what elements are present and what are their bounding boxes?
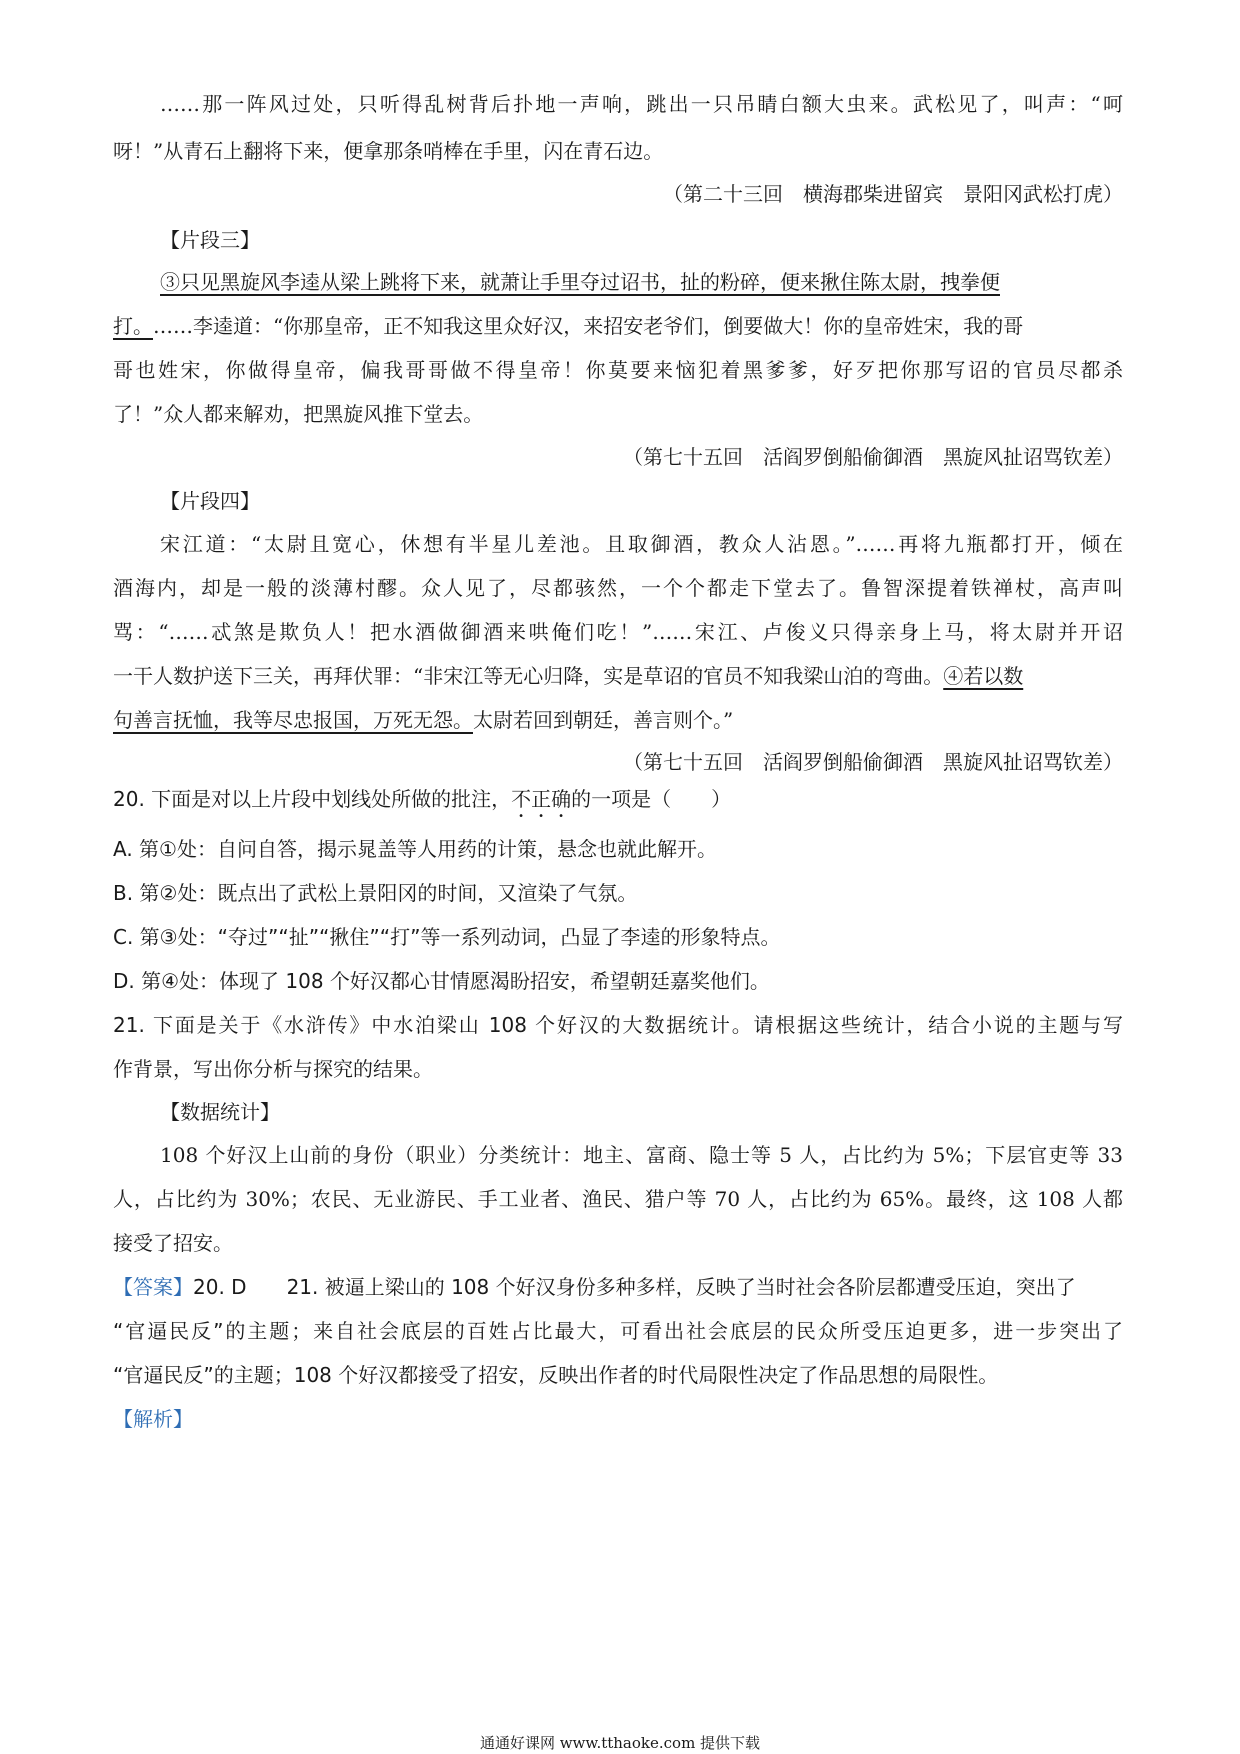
fragment3-line-3: 哥也姓宋，你做得皇帝，偏我哥哥做不得皇帝！你莫要来恼犯着黑爹爹，好歹把你那写诏的官员尽都杀: [113, 358, 1123, 382]
fragment4-line-4-underlined: ④若以数: [943, 664, 1024, 688]
fragment4-line-3: 骂：“……忒煞是欺负人！把水酒做御酒来哄俺们吃！”……宋江、卢俊义只得亲身上马，将太尉并开诏: [113, 620, 1123, 644]
answer-line-3: “官逼民反”的主题；108 个好汉都接受了招安，反映出作者的时代局限性决定了作品思想的局限性。: [113, 1363, 999, 1387]
q21-data-heading: 【数据统计】: [160, 1100, 280, 1124]
fragment3-line-2-rest: ……李逵道：“你那皇帝，正不知我这里众好汉，来招安老爷们，倒要做大！你的皇帝姓宋，我的哥: [153, 314, 1024, 338]
fragment3-line-1: ③只见黑旋风李逵从梁上跳将下来，就萧让手里夺过诏书，扯的粉碎，便来揪住陈太尉，拽拳便: [160, 270, 1000, 294]
q21-stat-line-2: 人，占比约为 30%；农民、无业游民、手工业者、渔民、猎户等 70 人，占比约为 65%。最终，这 108 人都: [113, 1187, 1123, 1211]
analysis-tag: 【解析】: [113, 1407, 193, 1431]
fragment4-line-1: 宋江道：“太尉且宽心，休想有半星儿差池。且取御酒，教众人沾恩。”……再将九瓶都打开，倾在: [160, 532, 1123, 556]
q21-stat-line-3: 接受了招安。: [113, 1231, 233, 1255]
fragment4-line-2: 酒海内，却是一般的淡薄村醪。众人见了，尽都骇然，一个个都走下堂去了。鲁智深提着铁禅杖，高声叫: [113, 576, 1123, 600]
answer-line-2: “官逼民反”的主题；来自社会底层的百姓占比最大，可看出社会底层的民众所受压迫更多，进一步突出了: [113, 1319, 1123, 1343]
answer-tag: 【答案】: [113, 1275, 193, 1299]
answer-line-1: [113, 1273, 1123, 1301]
fragment4-source: （第七十五回 活阎罗倒船偷御酒 黑旋风扯诏骂钦差）: [623, 750, 1123, 774]
q20-stem: [113, 785, 1123, 822]
q21-line-2: 作背景，写出你分析与探究的结果。: [113, 1057, 433, 1081]
q20-stem-b: 的一项是（ ）: [571, 787, 732, 811]
fragment4-line-5-underlined: 句善言抚恤，我等尽忠报国，万死无怨。: [113, 708, 473, 732]
fragment4-heading: 【片段四】: [160, 489, 260, 513]
fragment3-heading: 【片段三】: [160, 228, 260, 252]
fragment3-line-4: 了！”众人都来解劝，把黑旋风推下堂去。: [113, 402, 484, 426]
q20-option-c: C. 第③处：“夺过”“扯”“揪住”“打”等一系列动词，凸显了李逵的形象特点。: [113, 925, 781, 949]
fragment4-line-5: [113, 706, 1123, 734]
fragment4-line-4-plain: 一干人数护送下三关，再拜伏罪：“非宋江等无心归降，实是草诏的官员不知我梁山泊的弯曲。: [113, 664, 944, 688]
fragment3-line-2: [113, 312, 1123, 340]
fragment3-source: （第七十五回 活阎罗倒船偷御酒 黑旋风扯诏骂钦差）: [623, 445, 1123, 469]
q21-line-1: 21. 下面是关于《水浒传》中水泊梁山 108 个好汉的大数据统计。请根据这些统计，结合小说的主题与写: [113, 1013, 1123, 1037]
q20-option-a: A. 第①处：自问自答，揭示晁盖等人用药的计策，悬念也就此解开。: [113, 837, 717, 861]
answer-line-1-text: 20. D 21. 被逼上梁山的 108 个好汉身份多种多样，反映了当时社会各阶层都遭受压迫，突出了: [193, 1275, 1076, 1299]
q20-option-d: D. 第④处：体现了 108 个好汉都心甘情愿渴盼招安，希望朝廷嘉奖他们。: [113, 969, 770, 993]
q20-stem-a: 20. 下面是对以上片段中划线处所做的批注，: [113, 787, 512, 811]
q20-option-b: B. 第②处：既点出了武松上景阳冈的时间，又渲染了气氛。: [113, 881, 638, 905]
fragment2-source: （第二十三回 横海郡柴进留宾 景阳冈武松打虎）: [663, 182, 1123, 206]
fragment2-line-1: ……那一阵风过处，只听得乱树背后扑地一声响，跳出一只吊睛白额大虫来。武松见了，叫声：“呵: [160, 92, 1123, 116]
q21-stat-line-1: 108 个好汉上山前的身份（职业）分类统计：地主、富商、隐士等 5 人，占比约为 5%；下层官吏等 33: [160, 1143, 1123, 1167]
page-footer: 通通好课网 www.tthaoke.com 提供下载: [479, 1734, 761, 1752]
fragment3-line-2-underlined: 打。: [113, 314, 153, 338]
fragment4-line-4: [113, 662, 1123, 690]
fragment2-line-2: 呀！”从青石上翻将下来，便拿那条哨棒在手里，闪在青石边。: [113, 139, 664, 163]
q20-stem-emphasis: 不正确: [511, 787, 572, 811]
fragment4-line-5-rest: 太尉若回到朝廷，善言则个。”: [473, 708, 734, 732]
